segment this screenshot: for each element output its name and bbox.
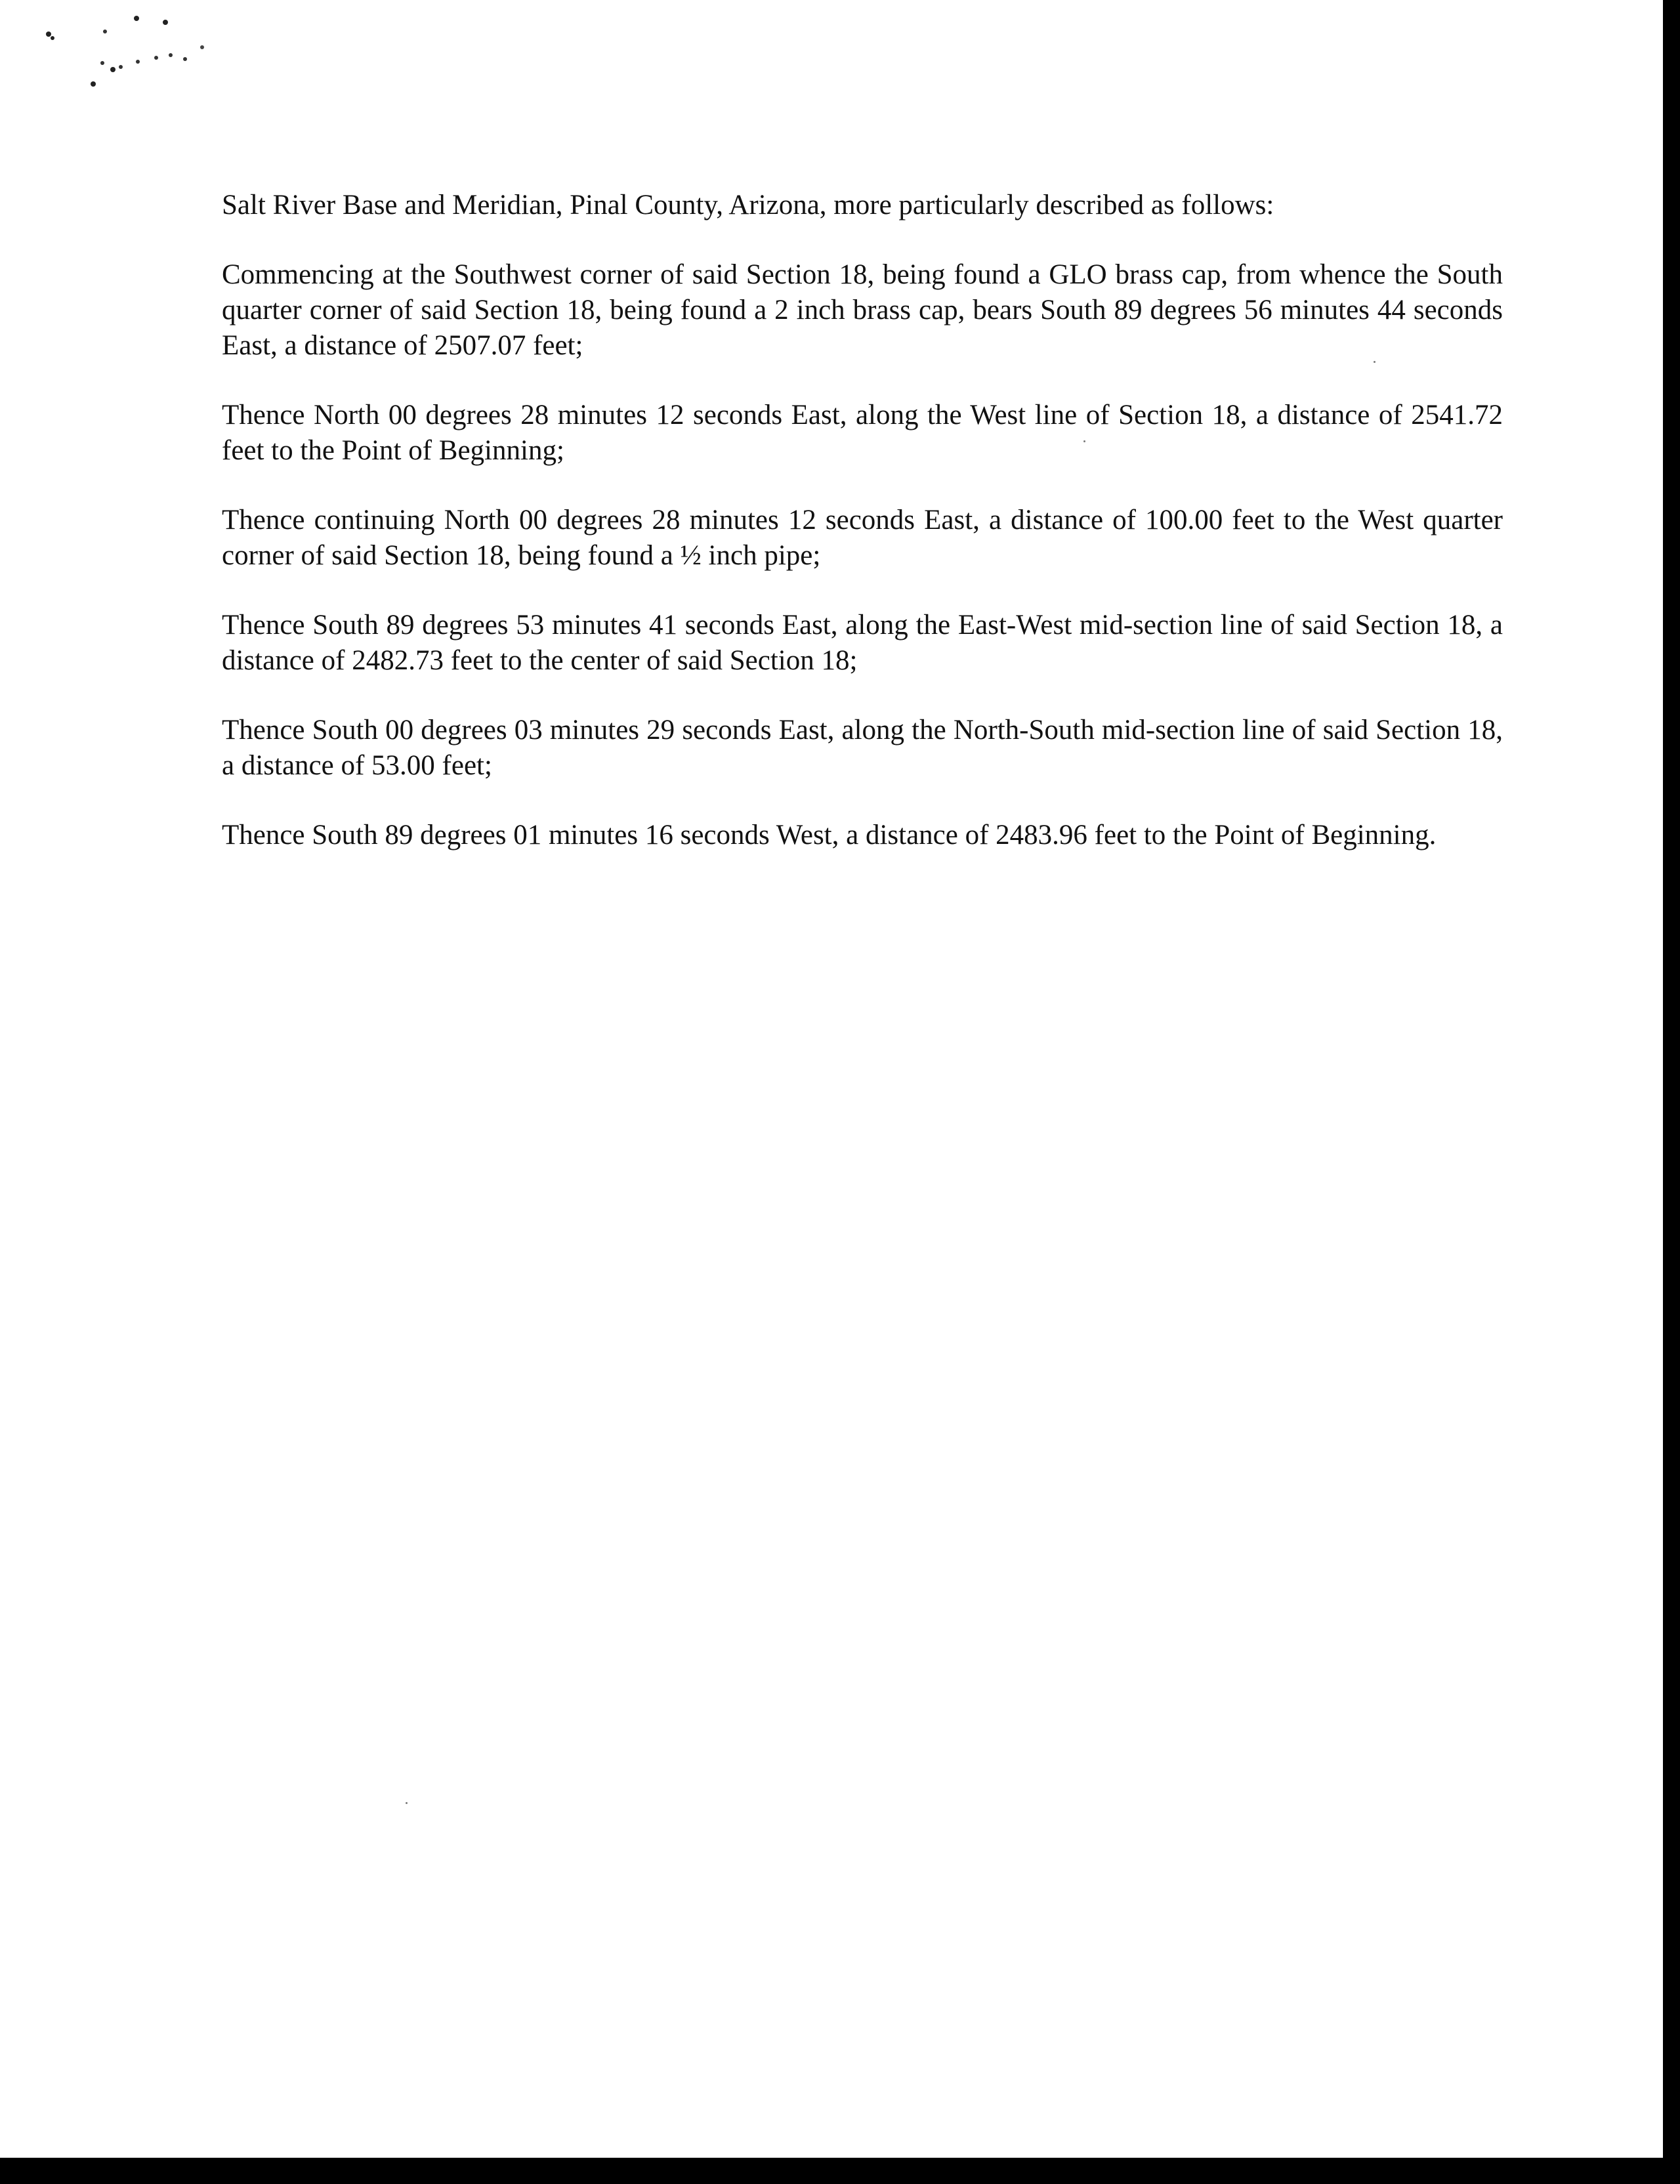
paragraph-intro: Salt River Base and Meridian, Pinal County, Arizona, more particularly described as follows:	[222, 190, 1274, 220]
scan-border-bottom	[0, 2158, 1680, 2184]
paragraph-point-of-beginning: Thence North 00 degrees 28 minutes 12 seconds East, along the West line of Section 18, a distance of 2541.72 feet to the Point of Beginning;	[222, 400, 1503, 466]
scan-specks	[39, 7, 223, 92]
scan-border-right	[1663, 0, 1680, 2184]
paragraph-east-west-line: Thence South 89 degrees 53 minutes 41 seconds East, along the East-West mid-section line of said Section 18, a distance of 2482.73 feet to the center of said Section 18;	[222, 610, 1503, 676]
paragraph-closing: Thence South 89 degrees 01 minutes 16 seconds West, a distance of 2483.96 feet to the Point of Beginning.	[222, 820, 1437, 850]
stray-dot	[406, 1802, 408, 1804]
paragraph-north-south-line: Thence South 00 degrees 03 minutes 29 seconds East, along the North-South mid-section line of said Section 18, a distance of 53.00 feet;	[222, 715, 1503, 781]
legal-description	[222, 188, 1503, 887]
paragraph-west-quarter-corner: Thence continuing North 00 degrees 28 minutes 12 seconds East, a distance of 100.00 feet to the West quarter corner of said Section 18, being found a ½ inch pipe;	[222, 505, 1503, 571]
paragraph-commencing: Commencing at the Southwest corner of said Section 18, being found a GLO brass cap, from whence the South quarter corner of said Section 18, being found a 2 inch brass cap, bears South 89 degrees 56 minutes 44 seconds East, a distance of 2507.07 feet;	[222, 259, 1503, 361]
